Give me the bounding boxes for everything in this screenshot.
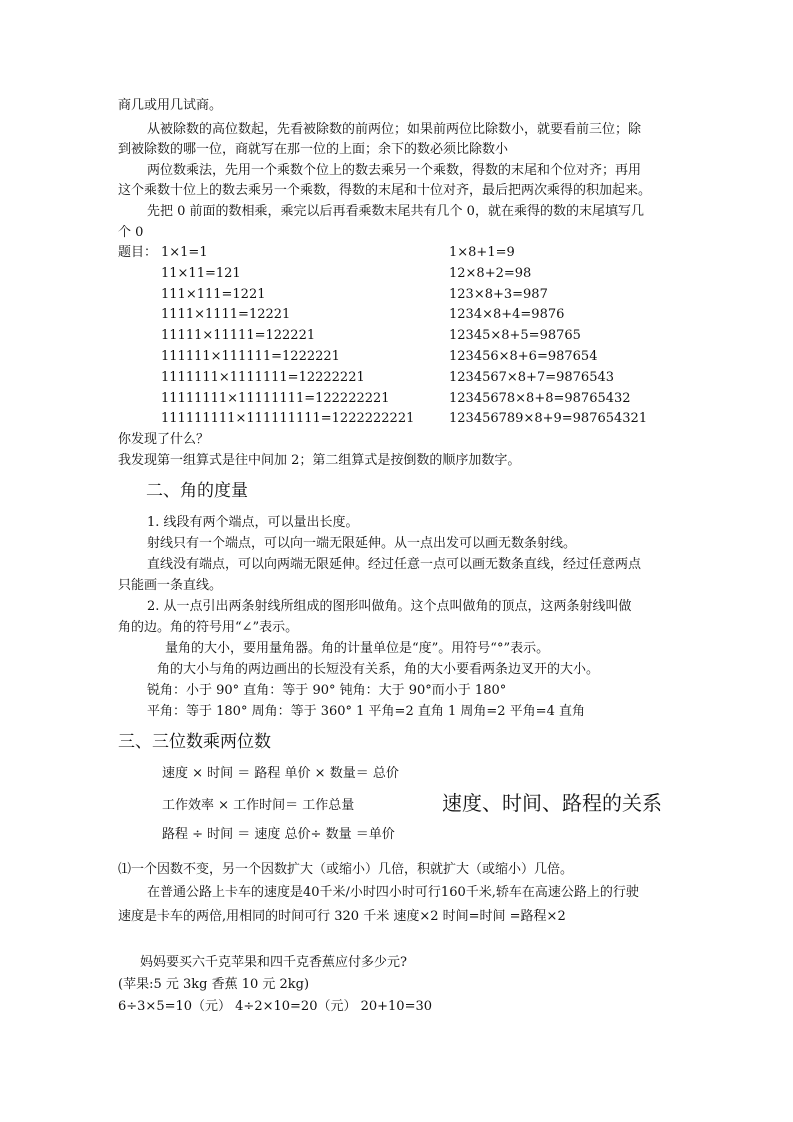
problem-left: 111111111×111111111=1222222221	[161, 411, 415, 426]
text-line: 直线没有端点，可以向两端无限延伸。经过任意一点可以画无数条直线，经过任意两点	[147, 557, 642, 572]
formula-line: 工作效率 × 工作时间＝ 工作总量	[162, 798, 355, 813]
text-line: 妈妈要买六千克苹果和四千克香蕉应付多少元?	[140, 955, 407, 970]
problem-left: 111111×111111=1222221	[161, 349, 340, 364]
problem-left: 1111111×1111111=12222221	[161, 370, 365, 385]
problem-right: 12345×8+5=98765	[449, 328, 581, 343]
text-line: 射线只有一个端点，可以向一端无限延伸。从一点出发可以画无数条射线。	[147, 536, 577, 551]
problem-left: 1111×1111=12221	[161, 307, 291, 322]
text-line: 角的边。角的符号用“∠”表示。	[118, 620, 299, 635]
problem-left: 11111111×11111111=122222221	[161, 391, 390, 406]
problem-left: 11×11=121	[161, 266, 241, 281]
section-heading: 三、三位数乘两位数	[118, 732, 271, 752]
text-line: 1. 线段有两个端点，可以量出长度。	[147, 515, 359, 530]
text-line: 角的大小与角的两边画出的长短没有关系，角的大小要看两条边叉开的大小。	[157, 662, 600, 677]
text-line: 从被除数的高位数起，先看被除数的前两位；如果前两位比除数小，就要看前三位；除	[147, 122, 642, 137]
angle-types-line: 平角：等于 180° 周角：等于 360° 1 平角=2 直角 1 周角=2 平角=4 直角	[147, 704, 585, 719]
text-line: 个 0	[118, 225, 144, 240]
text-line: 商几或用几试商。	[118, 98, 223, 113]
problem-left: 1×1=1	[161, 245, 208, 260]
text-line: 6÷3×5=10（元） 4÷2×10=20（元） 20+10=30	[118, 999, 433, 1014]
text-line: 这个乘数十位上的数去乘另一个乘数，得数的末尾和十位对齐，最后把两次乘得的积加起来。	[118, 183, 652, 198]
problem-right: 123456×8+6=987654	[449, 349, 598, 364]
problem-right: 1234×8+4=9876	[449, 307, 565, 322]
problems-label: 题目：	[118, 245, 158, 260]
angle-types-line: 锐角：小于 90° 直角：等于 90° 钝角：大于 90°而小于 180°	[147, 683, 507, 698]
problem-right: 12×8+2=98	[449, 266, 532, 281]
problem-right: 123456789×8+9=987654321	[449, 411, 648, 426]
problem-right: 12345678×8+8=98765432	[449, 391, 631, 406]
problem-right: 1234567×8+7=9876543	[449, 370, 615, 385]
problem-right: 123×8+3=987	[449, 287, 548, 302]
text-line: 量角的大小，要用量角器。角的计量单位是“度”。用符号“°”表示。	[165, 641, 550, 656]
relation-title: 速度、时间、路程的关系	[442, 791, 662, 815]
formula-line: 速度 × 时间 ＝ 路程 单价 × 数量＝ 总价	[162, 766, 399, 781]
text-line: 只能画一条直线。	[118, 578, 223, 593]
section-heading: 二、角的度量	[146, 481, 248, 501]
answer-text: 我发现第一组算式是往中间加 2；第二组算式是按倒数的顺序加数字。	[118, 453, 521, 468]
text-line: 在普通公路上卡车的速度是40千米/小时四小时可行160千米,轿车在高速公路上的行驶	[147, 885, 639, 900]
problem-left: 11111×11111=122221	[161, 328, 316, 343]
text-line: 先把 0 前面的数相乘，乘完以后再看乘数末尾共有几个 0，就在乘得的数的末尾填写几	[147, 204, 644, 219]
problem-left: 111×111=1221	[161, 287, 266, 302]
text-line: (苹果:5 元 3kg 香蕉 10 元 2kg)	[118, 977, 310, 992]
text-line: ⑴一个因数不变，另一个因数扩大（或缩小）几倍，积就扩大（或缩小）几倍。	[118, 862, 574, 877]
text-line: 到被除数的哪一位，商就写在那一位的上面；余下的数必须比除数小	[118, 142, 509, 157]
text-line: 2. 从一点引出两条射线所组成的图形叫做角。这个点叫做角的顶点，这两条射线叫做	[147, 599, 632, 614]
question-text: 你发现了什么？	[118, 432, 210, 447]
text-line: 两位数乘法，先用一个乘数个位上的数去乘另一个乘数，得数的末尾和个位对齐；再用	[147, 163, 642, 178]
problem-right: 1×8+1=9	[449, 245, 515, 260]
text-line: 速度是卡车的两倍,用相同的时间可行 320 千米 速度×2 时间=时间 =路程×2	[118, 909, 566, 924]
formula-line: 路程 ÷ 时间 ＝ 速度 总价÷ 数量 ＝单价	[162, 827, 395, 842]
